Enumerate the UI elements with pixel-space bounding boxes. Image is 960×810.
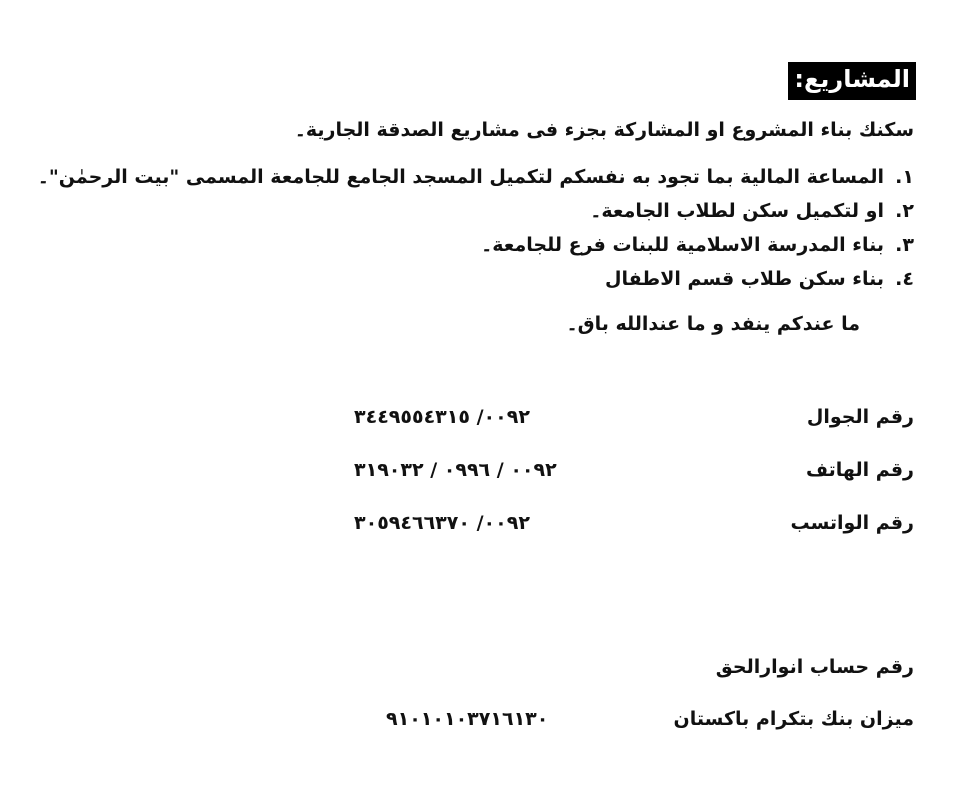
list-item-text: او لتكميل سكن لطلاب الجامعة۔: [590, 200, 884, 222]
contact-row-phone: [354, 455, 914, 485]
list-item-text: بناء المدرسة الاسلامية للبنات فرع للجامعة۔: [481, 234, 884, 256]
contact-label: رقم الجوال: [806, 406, 914, 428]
intro-text: سكنك بناء المشروع او المشاركة بجزء فى مشاريع الصدقة الجارية۔: [294, 119, 914, 141]
contact-value: ٠٠٩٢ / ٠٩٩٦ / ٣١٩٠٣٢: [354, 459, 557, 481]
contact-label: رقم الواتسب: [790, 512, 914, 534]
list-item-number: ١.: [895, 166, 914, 188]
list-item: [38, 160, 914, 194]
list-item-number: ٤.: [895, 268, 914, 290]
list-item-text: المساعة المالية بما تجود به نفسكم لتكميل المسجد الجامع للجامعة المسمى "بيت الرحمٰن"۔: [37, 166, 884, 188]
closing-verse: ما عندكم ينفد و ما عندالله باق۔: [566, 313, 860, 335]
list-item-text: بناء سكن طلاب قسم الاطفال: [605, 268, 884, 290]
contact-label: رقم الهاتف: [806, 459, 914, 481]
list-item-number: ٢.: [895, 200, 914, 222]
list-item-number: ٣.: [895, 234, 914, 256]
projects-heading: المشاريع:: [788, 62, 916, 100]
list-item: [38, 228, 914, 262]
projects-list: [38, 160, 914, 296]
list-item: [38, 194, 914, 228]
contact-value: ٠٠٩٢/ ٣٠٥٩٤٦٦٣٧٠: [354, 512, 530, 534]
account-title: رقم حساب انوارالحق: [715, 656, 914, 678]
contact-row-mobile: [354, 402, 914, 432]
contact-row-whatsapp: [354, 508, 914, 538]
contact-value: ٠٠٩٢/ ٣٤٤٩٥٥٤٣١٥: [354, 406, 530, 428]
bank-row: [386, 704, 914, 734]
bank-name: ميزان بنك بتكرام باكستان: [673, 708, 914, 730]
account-number: ٩١٠١٠١٠٣٧١٦١٣٠: [386, 708, 549, 730]
list-item: [38, 262, 914, 296]
